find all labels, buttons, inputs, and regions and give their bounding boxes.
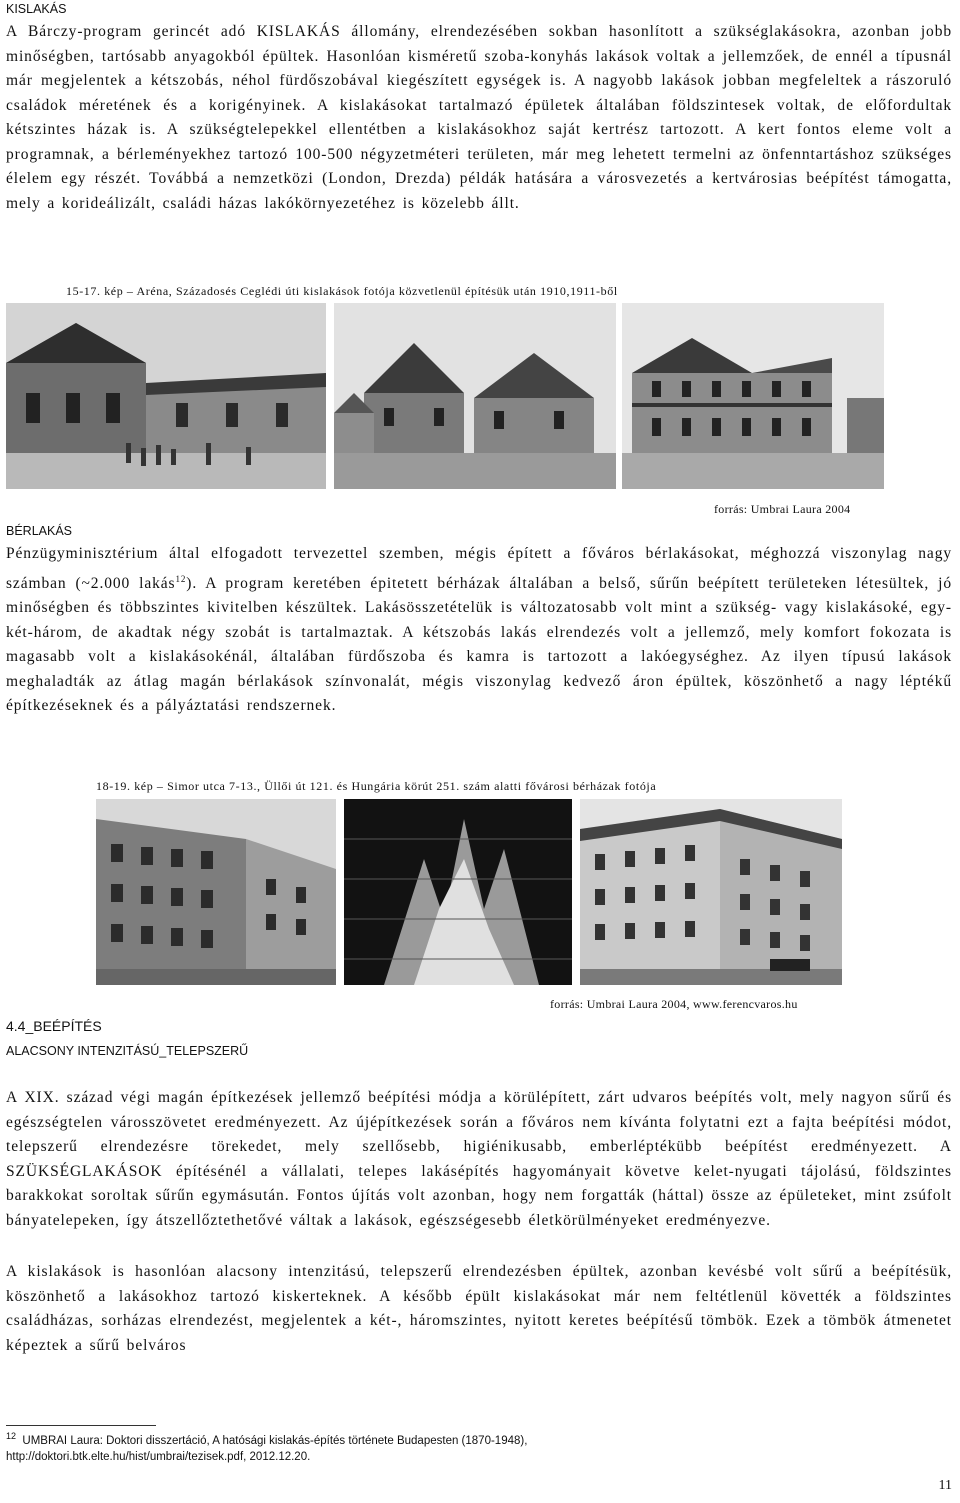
caption-photos-15-17: 15-17. kép – Aréna, Századosés Ceglédi úti kislakások fotója közvetlenül építésük után 1910,1911-ből xyxy=(66,284,618,298)
source-photos-18-19: forrás: Umbrai Laura 2004, www.ferencvaros.hu xyxy=(550,997,798,1011)
footnote-link[interactable]: http://doktori.btk.elte.hu/hist/umbrai/tezisek.pdf, 2012.12.20. xyxy=(6,1450,311,1463)
paragraph-berlakas-part1: Pénzügyminisztérium által elfogadott tervezettel szemben, mégis épített a főváros bérlakásokat, méghozzá viszonylag nagy számban (~2.000 lakás xyxy=(6,545,952,592)
section-title-beepites: 4.4_BEÉPÍTÉS xyxy=(6,1018,102,1034)
page-number: 11 xyxy=(938,1478,952,1493)
section-subtitle-beepites: ALACSONY INTENZITÁSÚ_TELEPSZERŰ xyxy=(6,1044,249,1058)
paragraph-kislakas: A Bárczy-program gerincét adó KISLAKÁS állomány, elrendezésében sokban hasonlított a szükséglakásokra, azonban jobb minőségben, tartósabb anyagokból épültek. Hasonlóan kisméretű szoba-konyhás lakások voltak a jellemzőek, de ennél a típusnál már megjelentek a kétszobás, néhol fürdőszobával kiegészített egységek is. A nagyobb lakások jobban megfeleltek a rászoruló családok méretének és a korigényinek. A kislakásokat tartalmazó épületek általában földszintesek voltak, de előfordultak kétszintes házak is. A szükségtelepekkel ellentétben a kislakásokhoz saját kertrész tartozott. A kert fontos eleme volt a programnak, a bérleményekhez tartozó 100-500 négyzetméteri területen, már meg lehetett termelni az önfenntartáshoz szükséges élelem egy részét. Továbbá a nemzetközi (London, Drezda) példák hatására a városvezetés a kertvárosias beépítést támogatta, mely a korideálizált, családi házas lakókörnyezetéhez is közelebb állt. xyxy=(6,23,952,212)
footnote-number: 12 xyxy=(6,1431,17,1441)
photo-arena-kislakas xyxy=(6,303,326,489)
footnote-separator xyxy=(6,1425,156,1426)
photo-ulloi-ut-berhaz xyxy=(344,799,572,985)
paragraph-berlakas xyxy=(6,542,952,719)
footnote xyxy=(6,1428,946,1465)
photo-cegledi-kislakas xyxy=(622,303,884,489)
source-photos-15-17: forrás: Umbrai Laura 2004 xyxy=(714,502,851,516)
photo-hungaria-korut-berhaz xyxy=(580,799,842,985)
section-title-kislakas: KISLAKÁS xyxy=(6,2,67,16)
paragraph-beepites-2: A kislakások is hasonlóan alacsony intenzitású, telepszerű elrendezésben épültek, azonban kevésbé volt sűrű a beépítésük, köszönhető a lakásokhoz tartozó kiskerteknek. A később épült kislakásokat már nem feltétlenül követték a földszintes családházas, sorházas elrendezést, megjelentek a két-, háromszintes, nyitott keretes beépítésű tömbök. Ezek a tömbök átmenetet képeztek a sűrű belváros xyxy=(6,1263,952,1354)
photo-simor-utca-berhaz xyxy=(96,799,336,985)
paragraph-berlakas-part2: ). A program keretében épitetett bérházak általában a belső, sűrűn beépített területeken létesültek, jó minőségben és többszintes kivitelben készültek. Lakásösszetételük is változatosabb volt mint a szükség- vagy kislakásoké, egy-két-három, de akadtak négy szobát is tartalmaztak. A kétszobás lakás elrendezés volt a jellemző, mely komfort fokozata is magasabb volt a kislakásokénál, általában fürdőszoba és kamra is tartozott a lakóegységhez. Az ilyen típusú lakások meghaladták az átlag magán bérlakások színvonalát, mégis viszonylag kedvező áron épültek, köszönhető a nagy léptékű építkezéseknek és a pályáztatási rendszernek. xyxy=(6,574,952,715)
section-title-berlakas: BÉRLAKÁS xyxy=(6,524,73,538)
caption-photos-18-19: 18-19. kép – Simor utca 7-13., Üllői út 121. és Hungária körút 251. szám alatti fővárosi bérházak fotója xyxy=(96,779,657,793)
photo-szazados-kislakas xyxy=(334,303,616,489)
footnote-text: UMBRAI Laura: Doktori disszertáció, A hatósági kislakás-építés története Budapesten (1870-1948), xyxy=(22,1434,528,1447)
paragraph-beepites-1: A XIX. század végi magán építkezések jellemző beépítési módja a körülépített, zárt udvaros beépítés volt, mely nagyon sűrű és egészségtelen városszövetet eredményezett. Az újépítkezések során a főváros nem kívánta folytatni ezt a fajta beépítési módot, telepszerű elrendezésre törekedet, mely szellősebb, higiénikusabb, emberléptékübb beépítést eredményezett. A SZÜKSÉGLAKÁSOK építésénél a vállalati, telepes lakásépítés hagyományait követve kelet-nyugati tájolású, földszintes barakkokat soroltak sűrűn egymásután. Fontos újítás volt azonban, hogy nem forgatták (háttal) össze az épületeket, mint zsúfolt bányatelepeken, így átszellőztethetővé váltak a lakások, egészségesebb életkörülményeket eredményezve. xyxy=(6,1089,952,1229)
footnote-reference-12: 12 xyxy=(175,573,187,584)
